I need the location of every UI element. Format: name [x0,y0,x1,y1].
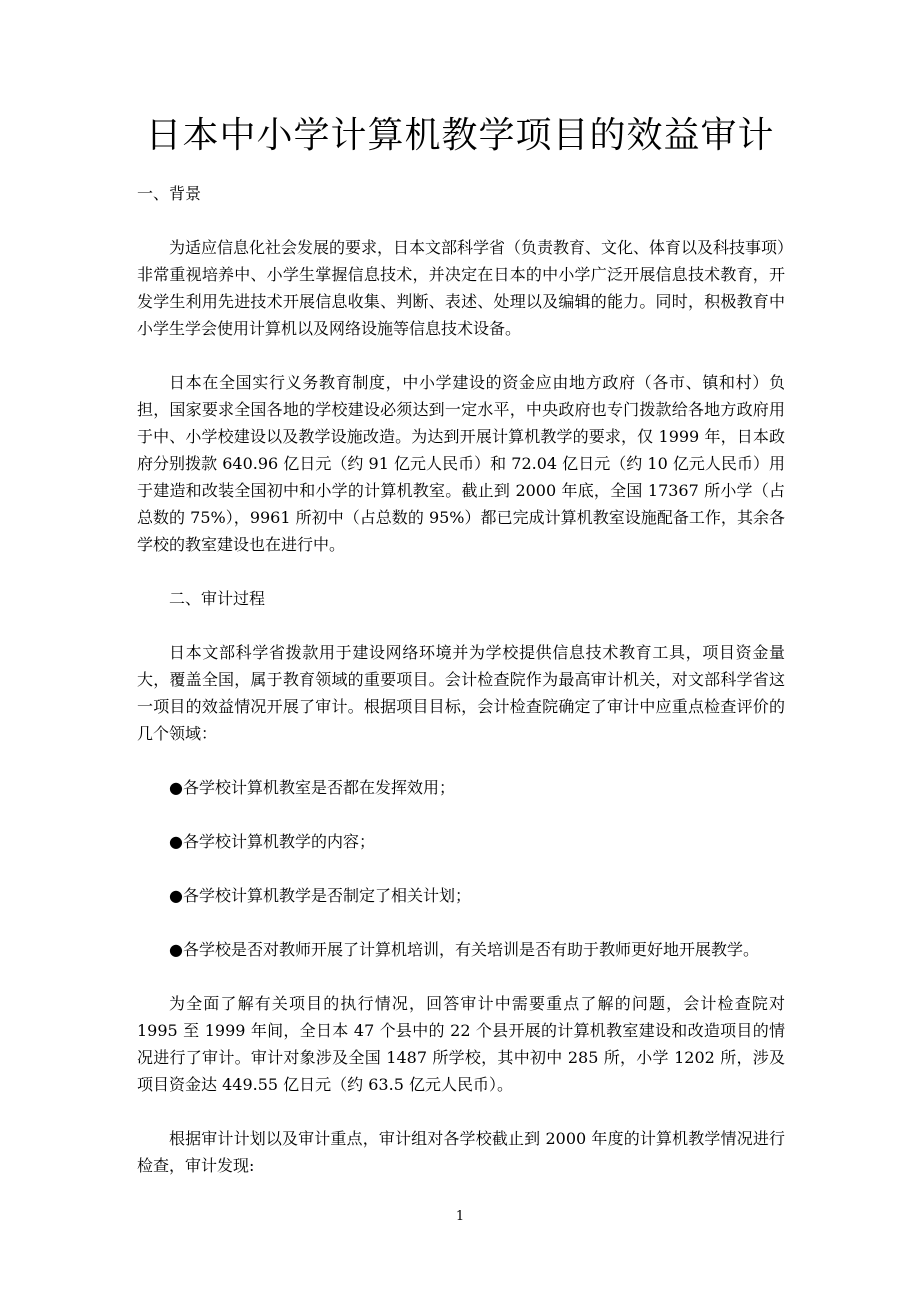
document-body [137,180,785,1206]
bullet-item [137,774,785,801]
page-number: 1 [455,1209,465,1224]
bullet-item [137,828,785,855]
document-title: 日本中小学计算机教学项目的效益审计 [145,115,775,156]
bullet-text: 各学校计算机教学是否制定了相关计划； [182,886,471,905]
bullet-icon: ● [169,778,183,797]
bullet-icon: ● [169,886,183,905]
bullet-icon: ● [169,940,183,959]
bullet-text: 各学校计算机教学的内容； [182,832,375,851]
bullet-text: 各学校是否对教师开展了计算机培训，有关培训是否有助于教师更好地开展教学。 [182,940,759,959]
paragraph-background-2: 日本在全国实行义务教育制度，中小学建设的资金应由地方政府（各市、镇和村）负担，国家要求全国各地的学校建设必须达到一定水平，中央政府也专门拨款给各地方政府用于中、小学校建设以及教学设施改造。为达到开展计算机教学的要求，仅 1999 年，日本政府分别拨款 640.96 亿日元（约 91 亿元人民币）和 72.04 亿日元（约 10 亿元人民币）用于建造和改装全国初中和小学的计算机教室。截止到 2000 年底，全国 17367 所小学（占总数的 75%），9961 所初中（占总数的 95%）都已完成计算机教室设施配备工作，其余各学校的教室建设也在进行中。 [137,373,785,554]
bullet-item [137,882,785,909]
paragraph-audit-process-2: 为全面了解有关项目的执行情况，回答审计中需要重点了解的问题，会计检查院对 1995 至 1999 年间，全日本 47 个县中的 22 个县开展的计算机教室建设和改造项目的情况进行了审计。审计对象涉及全国 1487 所学校，其中初中 285 所，小学 1202 所，涉及项目资金达 449.55 亿日元（约 63.5 亿元人民币）。 [137,994,785,1094]
bullet-text: 各学校计算机教室是否都在发挥效用； [182,778,455,797]
paragraph-background-1: 为适应信息化社会发展的要求，日本文部科学省（负责教育、文化、体育以及科技事项）非常重视培养中、小学生掌握信息技术，并决定在日本的中小学广泛开展信息技术教育，开发学生利用先进技术开展信息收集、判断、表述、处理以及编辑的能力。同时，积极教育中小学生学会使用计算机以及网络设施等信息技术设备。 [137,238,786,338]
section-heading-audit-process: 二、审计过程 [169,589,266,608]
section-heading-background: 一、背景 [137,184,202,203]
paragraph-audit-process-1: 日本文部科学省拨款用于建设网络环境并为学校提供信息技术教育工具，项目资金量大，覆盖全国，属于教育领域的重要项目。会计检查院作为最高审计机关，对文部科学省这一项目的效益情况开展了审计。根据项目目标，会计检查院确定了审计中应重点检查评价的几个领域： [137,643,785,743]
paragraph-audit-process-3: 根据审计计划以及审计重点，审计组对各学校截止到 2000 年度的计算机教学情况进行检查，审计发现: [137,1129,785,1175]
bullet-item [137,936,785,963]
bullet-icon: ● [169,832,183,851]
